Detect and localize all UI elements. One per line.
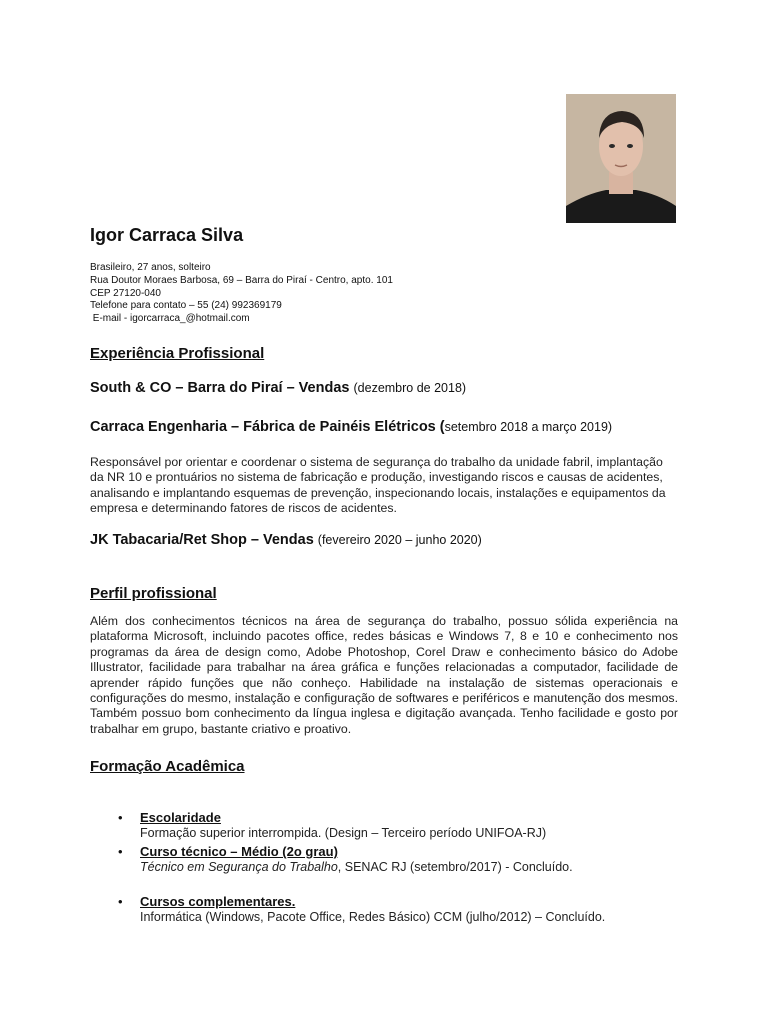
item-body-rest: , SENAC RJ (setembro/2017) - Concluído.	[337, 860, 573, 874]
item-title: Cursos complementares.	[140, 894, 296, 909]
education-heading: Formação Acadêmica	[90, 758, 245, 775]
profile-heading: Perfil profissional	[90, 585, 217, 602]
item-title: Curso técnico – Médio (2o grau)	[140, 844, 338, 859]
item-title: Escolaridade	[140, 810, 221, 825]
bullet-icon: •	[118, 810, 123, 825]
bullet-icon: •	[118, 894, 123, 909]
person-portrait	[566, 94, 676, 223]
job-title: South & CO – Barra do Piraí – Vendas	[90, 380, 350, 396]
education-list	[118, 810, 678, 930]
info-line-address: Rua Doutor Moraes Barbosa, 69 – Barra do Piraí - Centro, apto. 101	[90, 274, 393, 286]
experience-heading: Experiência Profissional	[90, 345, 265, 362]
profile-text: Além dos conhecimentos técnicos na área de segurança do trabalho, possuo sólida experiência na plataforma Microsoft, incluindo pacotes office, redes básicas e Windows 7, 8 e 10 e conhecimento nos programas da área de design como, Adobe Photoshop, Corel Draw e conhecimento básico do Adobe Illustrator, facilidade para trabalhar na área gráfica e funções relacionadas a computador, facilidade de aprender rápido funções que não conheço. Habilidade na instalação de sistemas operacionais e configurações do mesmo, instalação e configuração de softwares e periféricos e manutenção dos mesmos. Também possuo bom conhecimento da língua inglesa e digitação avançada. Tenho facilidade e gosto por trabalhar em grupo, bastante criativo e proativo.	[90, 614, 678, 736]
info-line-phone: Telefone para contato – 55 (24) 992369179	[90, 300, 282, 312]
info-line-email: E-mail - igorcarraca_@hotmail.com	[90, 313, 250, 325]
job-entry-jk	[90, 532, 482, 548]
profile-photo	[566, 94, 676, 223]
job-entry-south	[90, 380, 466, 396]
candidate-name: Igor Carraca Silva	[90, 225, 244, 245]
info-line-nationality: Brasileiro, 27 anos, solteiro	[90, 262, 211, 273]
bullet-icon: •	[118, 844, 123, 859]
item-body: Formação superior interrompida. (Design – Terceiro período UNIFOA-RJ)	[140, 826, 547, 840]
info-line-zip: CEP 27120-040	[90, 287, 161, 299]
item-body	[140, 860, 573, 874]
job-date: setembro 2018 a março 2019)	[444, 420, 613, 434]
job-date: (dezembro de 2018)	[353, 381, 467, 395]
item-body-italic: Técnico em Segurança do Trabalho	[140, 860, 338, 874]
job-title: JK Tabacaria/Ret Shop – Vendas	[90, 532, 314, 548]
job-entry-carraca	[90, 419, 612, 435]
job-description: Responsável por orientar e coordenar o sistema de segurança do trabalho da unidade fabril, implantação da NR 10 e prontuários no sistema de fabricação e produção, investigando riscos e causas de acidentes, analisando e implantando esquemas de prevenção, inspecionando locais, instalações e equipamentos da empresa e determinando fatores de riscos de acidentes.	[90, 455, 666, 516]
personal-info	[90, 262, 393, 326]
job-date: (fevereiro 2020 – junho 2020)	[317, 533, 482, 547]
item-body: Informática (Windows, Pacote Office, Redes Básico) CCM (julho/2012) – Concluído.	[140, 910, 606, 924]
job-title: Carraca Engenharia – Fábrica de Painéis Elétricos (	[90, 419, 445, 435]
